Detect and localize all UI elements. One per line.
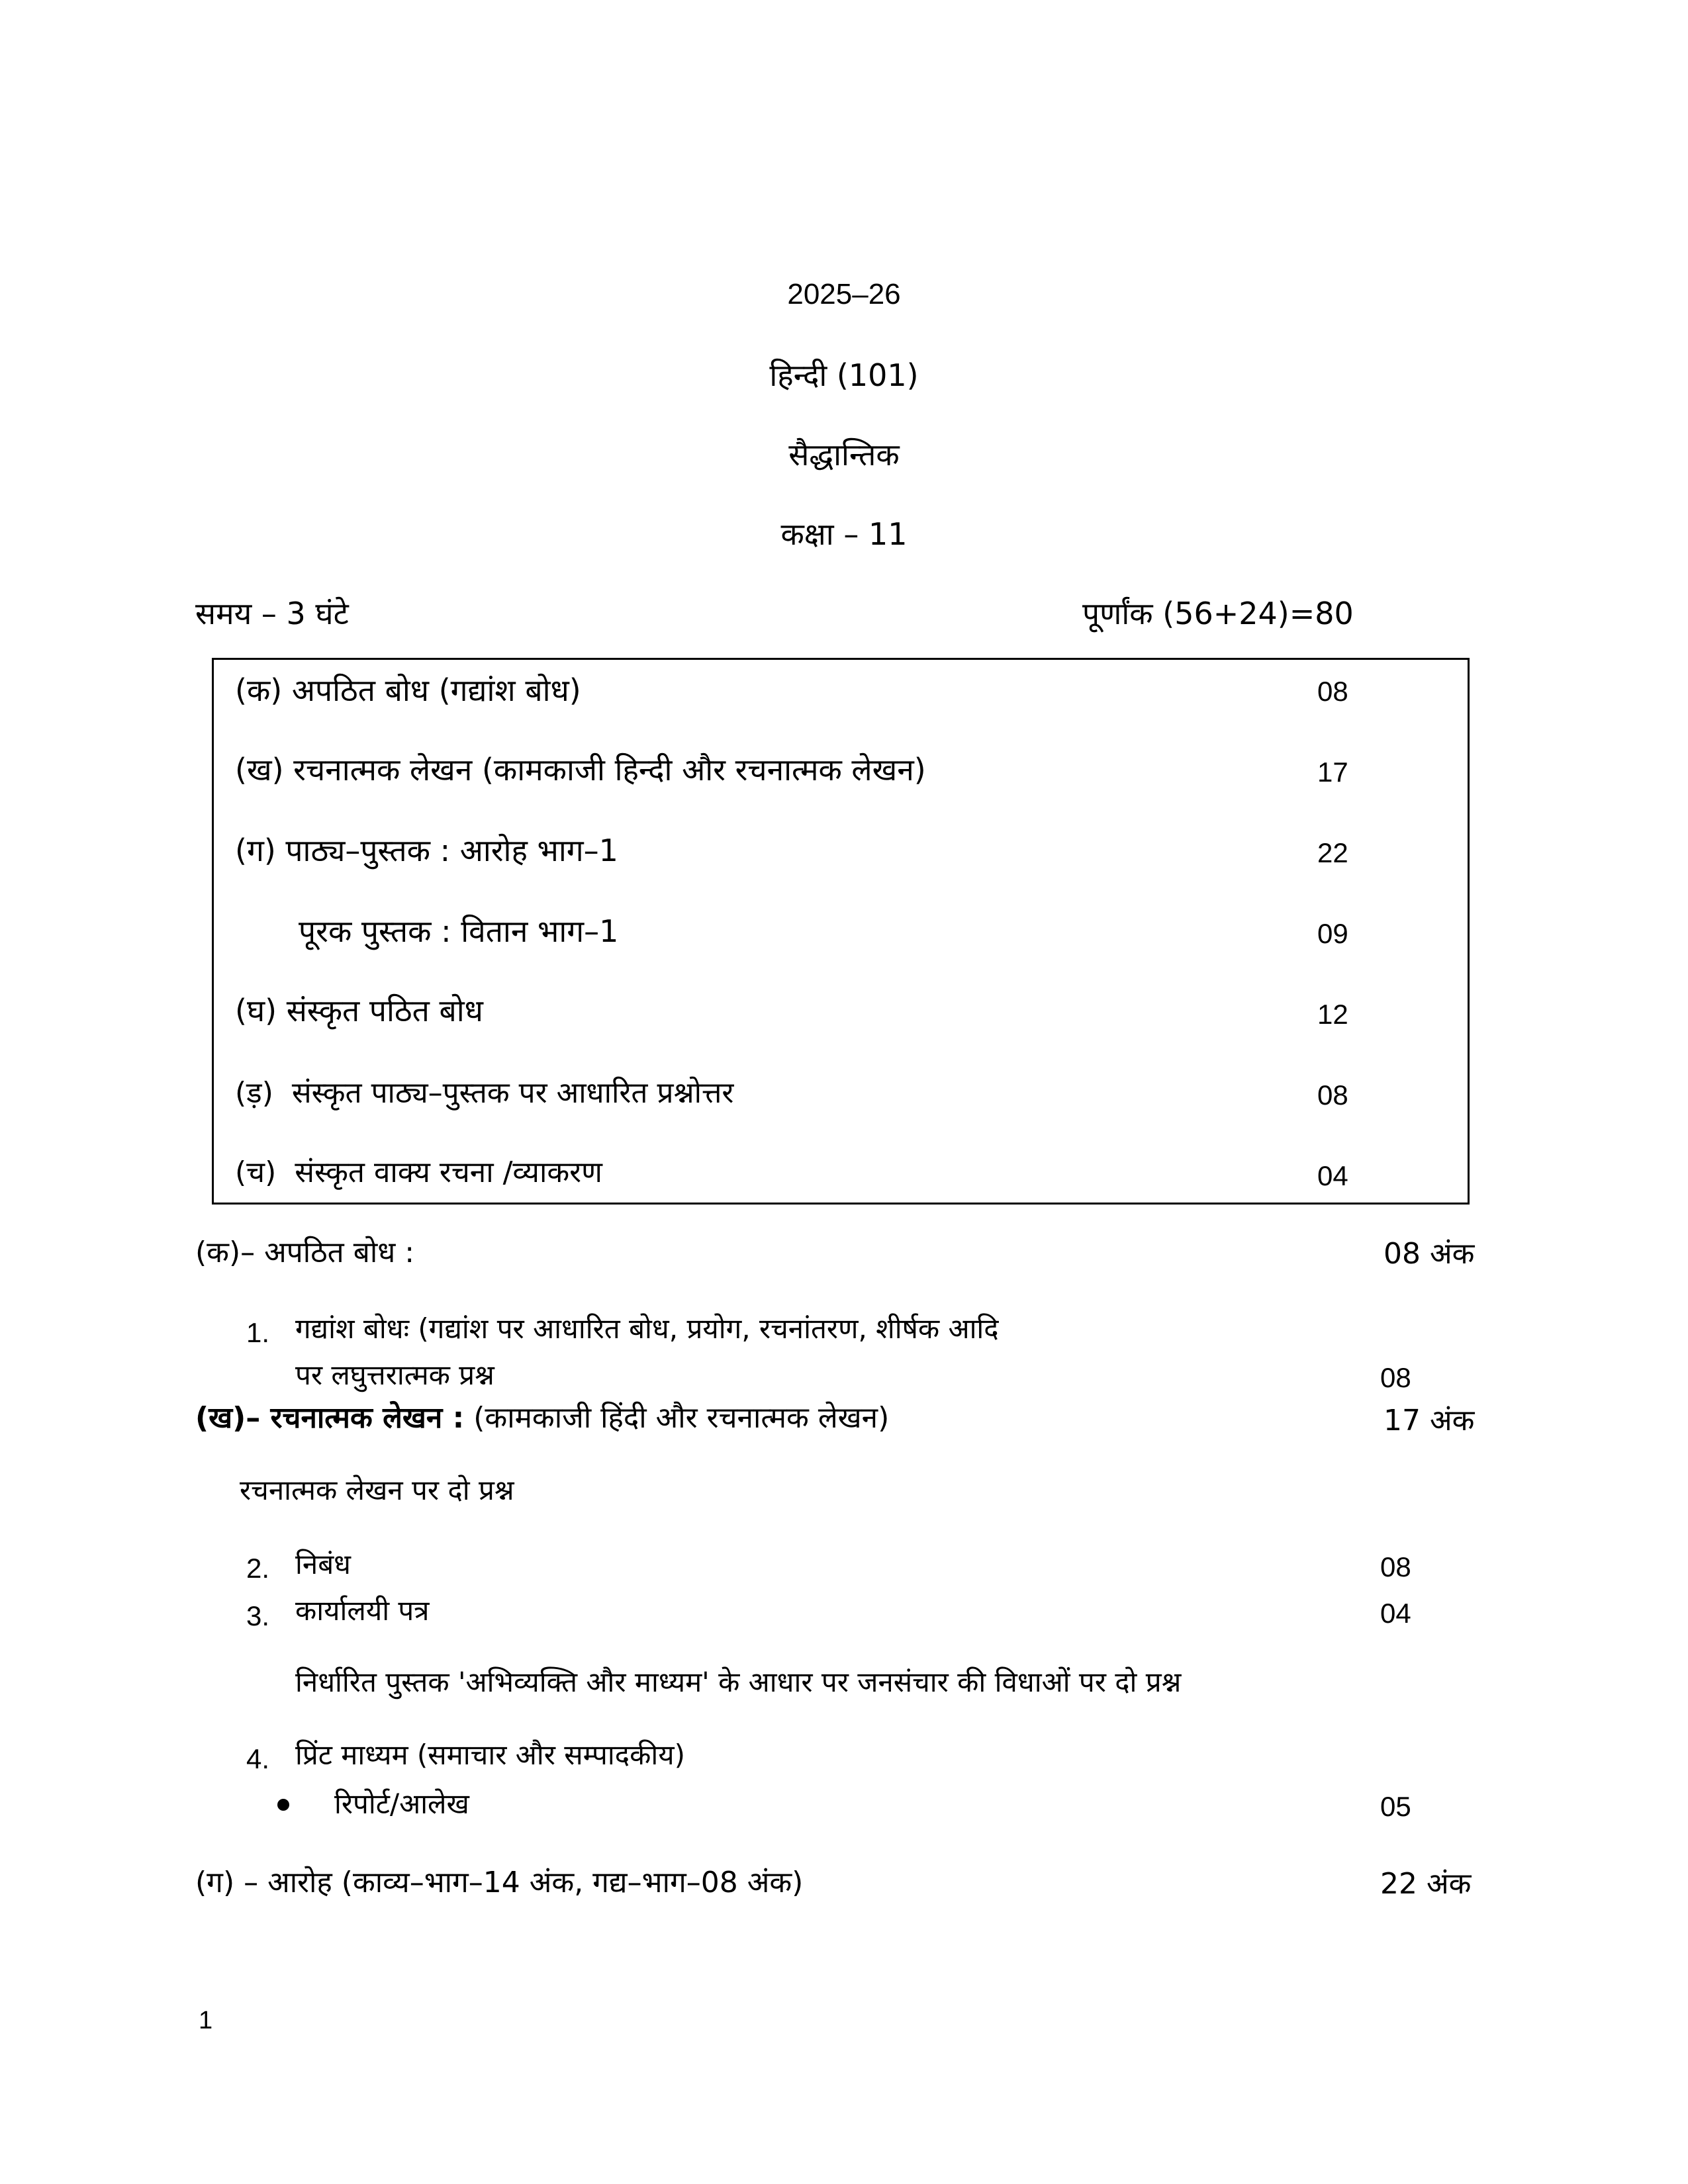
paper-type-heading: सैद्धान्तिक xyxy=(788,437,900,473)
summary-row-label: पूरक पुस्तक : वितान भाग–1 xyxy=(299,913,619,949)
summary-row-marks: 08 xyxy=(1317,676,1348,707)
section-kha-heading-bold: (ख)– रचनात्मक लेखन : xyxy=(195,1401,465,1435)
year-heading: 2025–26 xyxy=(787,278,901,310)
item-3-label: कार्यालयी पत्र xyxy=(295,1594,430,1627)
summary-row-marks: 08 xyxy=(1317,1079,1348,1111)
summary-row-marks: 04 xyxy=(1317,1160,1348,1191)
summary-row-label: (क) अपठित बोध (गद्यांश बोध) xyxy=(235,672,581,708)
class-heading: कक्षा – 11 xyxy=(780,516,908,552)
item-number: 3. xyxy=(246,1600,270,1631)
summary-row-label: (ख) रचनात्मक लेखन (कामकाजी हिन्दी और रचनात्मक लेखन) xyxy=(235,752,926,788)
marks-summary-table xyxy=(212,658,1470,1205)
item-1-text-line1: गद्यांश बोधः (गद्यांश पर आधारित बोध, प्रयोग, रचनांतरण, शीर्षक आदि xyxy=(295,1312,999,1345)
section-kha-heading xyxy=(195,1396,889,1436)
section-kha-intro: रचनात्मक लेखन पर दो प्रश्न xyxy=(240,1474,514,1506)
section-kha-heading-rest: (कामकाजी हिंदी और रचनात्मक लेखन) xyxy=(473,1401,890,1435)
item-2-marks: 08 xyxy=(1380,1551,1411,1582)
summary-row-label: (घ) संस्कृत पठित बोध xyxy=(235,993,483,1028)
item-number: 4. xyxy=(246,1743,270,1774)
section-kha-marks: 17 अंक xyxy=(1383,1404,1475,1437)
summary-row-label: (ग) पाठ्य–पुस्तक : आरोह भाग–1 xyxy=(235,833,618,868)
section-ka-heading: (क)– अपठित बोध : xyxy=(195,1236,415,1269)
media-note: निर्धारित पुस्तक 'अभिव्यक्ति और माध्यम' के आधार पर जनसंचार की विधाओं पर दो प्रश्न xyxy=(295,1666,1182,1698)
bullet-icon xyxy=(277,1799,289,1811)
summary-row-marks: 17 xyxy=(1317,756,1348,788)
summary-row-label: (च) संस्कृत वाक्य रचना /व्याकरण xyxy=(235,1156,602,1189)
item-2-label: निबंध xyxy=(295,1548,352,1580)
item-3-marks: 04 xyxy=(1380,1598,1411,1629)
item-1-text-line2: पर लघुत्तरात्मक प्रश्न xyxy=(295,1359,494,1391)
section-ga-marks: 22 अंक xyxy=(1380,1867,1472,1901)
item-1-marks: 08 xyxy=(1380,1362,1411,1393)
page-number: 1 xyxy=(199,2007,213,2034)
time-label: समय – 3 घंटे xyxy=(195,596,349,631)
section-ka-marks: 08 अंक xyxy=(1383,1237,1475,1271)
item-number: 1. xyxy=(246,1317,270,1348)
summary-row-label: (ड़) संस्कृत पाठ्य–पुस्तक पर आधारित प्रश्नोत्तर xyxy=(235,1076,734,1110)
summary-row-marks: 22 xyxy=(1317,837,1348,868)
summary-row-marks: 09 xyxy=(1317,918,1348,949)
item-4-label: प्रिंट माध्यम (समाचार और सम्पादकीय) xyxy=(295,1739,685,1771)
subject-heading: हिन्दी (101) xyxy=(769,357,919,393)
section-ga-heading: (ग) – आरोह (काव्य–भाग–14 अंक, गद्य–भाग–08 अंक) xyxy=(195,1866,804,1899)
summary-row-marks: 12 xyxy=(1317,999,1348,1030)
item-number: 2. xyxy=(246,1553,270,1584)
bullet-item-label: रिपोर्ट/आलेख xyxy=(334,1788,469,1820)
bullet-item-marks: 05 xyxy=(1380,1791,1411,1822)
total-marks-label: पूर्णांक (56+24)=80 xyxy=(1082,596,1354,631)
